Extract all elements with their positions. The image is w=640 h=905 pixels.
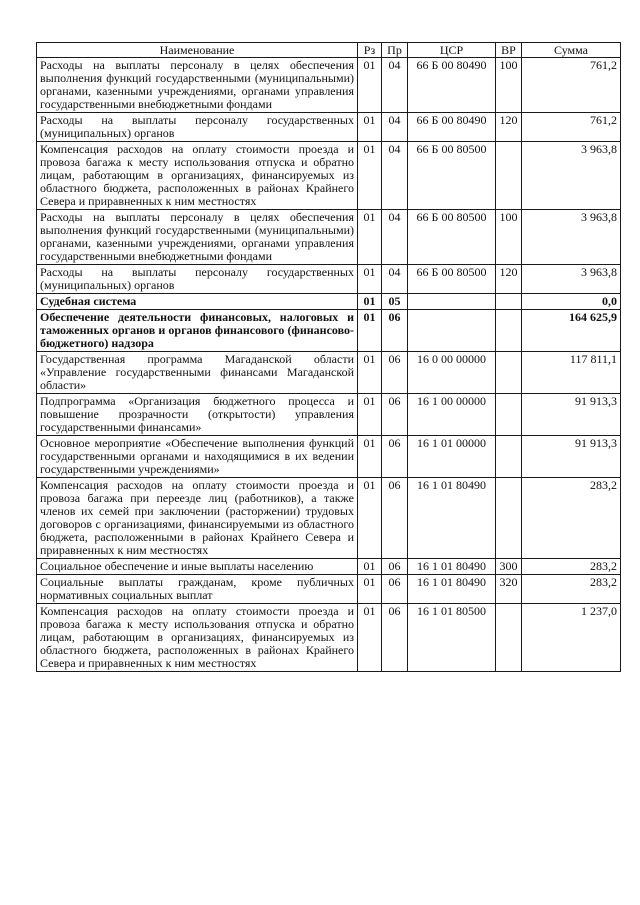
cell-rz: 01 <box>358 436 382 478</box>
cell-vr <box>496 352 522 394</box>
cell-name: Обеспечение деятельности финансовых, налоговых и таможенных органов и органов финансового (финансово-бюджетного) надзора <box>37 310 358 352</box>
budget-table-body <box>37 58 621 672</box>
cell-sum: 3 963,8 <box>522 265 621 294</box>
cell-pr: 04 <box>382 210 408 265</box>
cell-vr: 100 <box>496 210 522 265</box>
cell-vr: 120 <box>496 265 522 294</box>
table-row <box>37 310 621 352</box>
cell-rz: 01 <box>358 58 382 113</box>
cell-sum: 117 811,1 <box>522 352 621 394</box>
cell-sum: 283,2 <box>522 575 621 604</box>
header-sum: Сумма <box>522 43 621 58</box>
table-row <box>37 604 621 672</box>
cell-pr: 06 <box>382 478 408 559</box>
header-vr: ВР <box>496 43 522 58</box>
cell-rz: 01 <box>358 478 382 559</box>
cell-csr: 66 Б 00 80490 <box>408 58 496 113</box>
cell-csr: 16 0 00 00000 <box>408 352 496 394</box>
cell-pr: 04 <box>382 142 408 210</box>
table-row <box>37 142 621 210</box>
cell-vr: 120 <box>496 113 522 142</box>
cell-csr: 16 1 01 80490 <box>408 575 496 604</box>
cell-pr: 06 <box>382 559 408 575</box>
header-row <box>37 43 621 58</box>
cell-name: Социальное обеспечение и иные выплаты населению <box>37 559 358 575</box>
cell-csr: 16 1 01 00000 <box>408 436 496 478</box>
table-row <box>37 210 621 265</box>
cell-csr: 66 Б 00 80500 <box>408 210 496 265</box>
cell-rz: 01 <box>358 265 382 294</box>
cell-pr: 04 <box>382 265 408 294</box>
budget-table <box>36 42 621 672</box>
cell-name: Основное мероприятие «Обеспечение выполнения функций государственными органами и находящимися в их ведении государственными учреждениями» <box>37 436 358 478</box>
cell-sum: 1 237,0 <box>522 604 621 672</box>
cell-vr: 320 <box>496 575 522 604</box>
cell-sum: 283,2 <box>522 478 621 559</box>
cell-name: Судебная система <box>37 294 358 310</box>
cell-sum: 91 913,3 <box>522 394 621 436</box>
cell-rz: 01 <box>358 310 382 352</box>
cell-vr <box>496 436 522 478</box>
header-rz: Рз <box>358 43 382 58</box>
cell-name: Расходы на выплаты персоналу государственных (муниципальных) органов <box>37 113 358 142</box>
cell-pr: 06 <box>382 436 408 478</box>
cell-rz: 01 <box>358 394 382 436</box>
cell-csr <box>408 310 496 352</box>
cell-vr <box>496 394 522 436</box>
cell-name: Расходы на выплаты персоналу в целях обеспечения выполнения функций государственными (муниципальными) органами, казенными учреждениями, органами управления государственными внебюджетными фондами <box>37 210 358 265</box>
header-name: Наименование <box>37 43 358 58</box>
cell-rz: 01 <box>358 604 382 672</box>
cell-csr: 16 1 00 00000 <box>408 394 496 436</box>
table-row <box>37 58 621 113</box>
cell-pr: 06 <box>382 394 408 436</box>
table-row <box>37 294 621 310</box>
budget-table-header <box>37 43 621 58</box>
cell-vr: 100 <box>496 58 522 113</box>
cell-sum: 164 625,9 <box>522 310 621 352</box>
cell-rz: 01 <box>358 142 382 210</box>
cell-csr: 16 1 01 80500 <box>408 604 496 672</box>
cell-csr <box>408 294 496 310</box>
cell-sum: 761,2 <box>522 58 621 113</box>
cell-sum: 0,0 <box>522 294 621 310</box>
cell-sum: 3 963,8 <box>522 210 621 265</box>
cell-sum: 91 913,3 <box>522 436 621 478</box>
cell-name: Расходы на выплаты персоналу в целях обеспечения выполнения функций государственными (муниципальными) органами, казенными учреждениями, органами управления государственными внебюджетными фондами <box>37 58 358 113</box>
table-row <box>37 265 621 294</box>
cell-name: Компенсация расходов на оплату стоимости проезда и провоза багажа к месту использования отпуска и обратно лицам, работающим в организациях, финансируемых из областного бюджета, расположенных в районах Крайнего Севера и приравненных к ним местностях <box>37 142 358 210</box>
cell-rz: 01 <box>358 352 382 394</box>
cell-csr: 66 Б 00 80490 <box>408 113 496 142</box>
table-row <box>37 559 621 575</box>
cell-pr: 06 <box>382 310 408 352</box>
cell-rz: 01 <box>358 575 382 604</box>
cell-csr: 16 1 01 80490 <box>408 559 496 575</box>
table-row <box>37 575 621 604</box>
table-row <box>37 352 621 394</box>
cell-vr: 300 <box>496 559 522 575</box>
cell-vr <box>496 294 522 310</box>
cell-vr <box>496 478 522 559</box>
cell-rz: 01 <box>358 294 382 310</box>
cell-csr: 16 1 01 80490 <box>408 478 496 559</box>
cell-name: Подпрограмма «Организация бюджетного процесса и повышение прозрачности (открытости) управления государственными финансами» <box>37 394 358 436</box>
cell-sum: 761,2 <box>522 113 621 142</box>
cell-name: Компенсация расходов на оплату стоимости проезда и провоза багажа к месту использования отпуска и обратно лицам, работающим в организациях, финансируемых из областного бюджета, расположенных в районах Крайнего Севера и приравненных к ним местностях <box>37 604 358 672</box>
cell-name: Социальные выплаты гражданам, кроме публичных нормативных социальных выплат <box>37 575 358 604</box>
table-row <box>37 113 621 142</box>
cell-pr: 04 <box>382 113 408 142</box>
cell-pr: 06 <box>382 575 408 604</box>
cell-vr <box>496 604 522 672</box>
header-pr: Пр <box>382 43 408 58</box>
table-row <box>37 478 621 559</box>
table-row <box>37 394 621 436</box>
cell-pr: 05 <box>382 294 408 310</box>
cell-vr <box>496 142 522 210</box>
cell-sum: 283,2 <box>522 559 621 575</box>
cell-csr: 66 Б 00 80500 <box>408 265 496 294</box>
cell-rz: 01 <box>358 113 382 142</box>
cell-vr <box>496 310 522 352</box>
cell-rz: 01 <box>358 210 382 265</box>
table-row <box>37 436 621 478</box>
budget-document-page <box>36 42 620 672</box>
cell-pr: 04 <box>382 58 408 113</box>
cell-pr: 06 <box>382 604 408 672</box>
cell-name: Государственная программа Магаданской области «Управление государственными финансами Магаданской области» <box>37 352 358 394</box>
cell-csr: 66 Б 00 80500 <box>408 142 496 210</box>
cell-pr: 06 <box>382 352 408 394</box>
cell-sum: 3 963,8 <box>522 142 621 210</box>
header-csr: ЦСР <box>408 43 496 58</box>
cell-name: Компенсация расходов на оплату стоимости проезда и провоза багажа при переезде лиц (работников), а также членов их семей при заключении (расторжении) трудовых договоров с организациями, финансируемыми из областного бюджета, расположенными в районах Крайнего Севера и приравненных к ним местностях <box>37 478 358 559</box>
cell-name: Расходы на выплаты персоналу государственных (муниципальных) органов <box>37 265 358 294</box>
cell-rz: 01 <box>358 559 382 575</box>
